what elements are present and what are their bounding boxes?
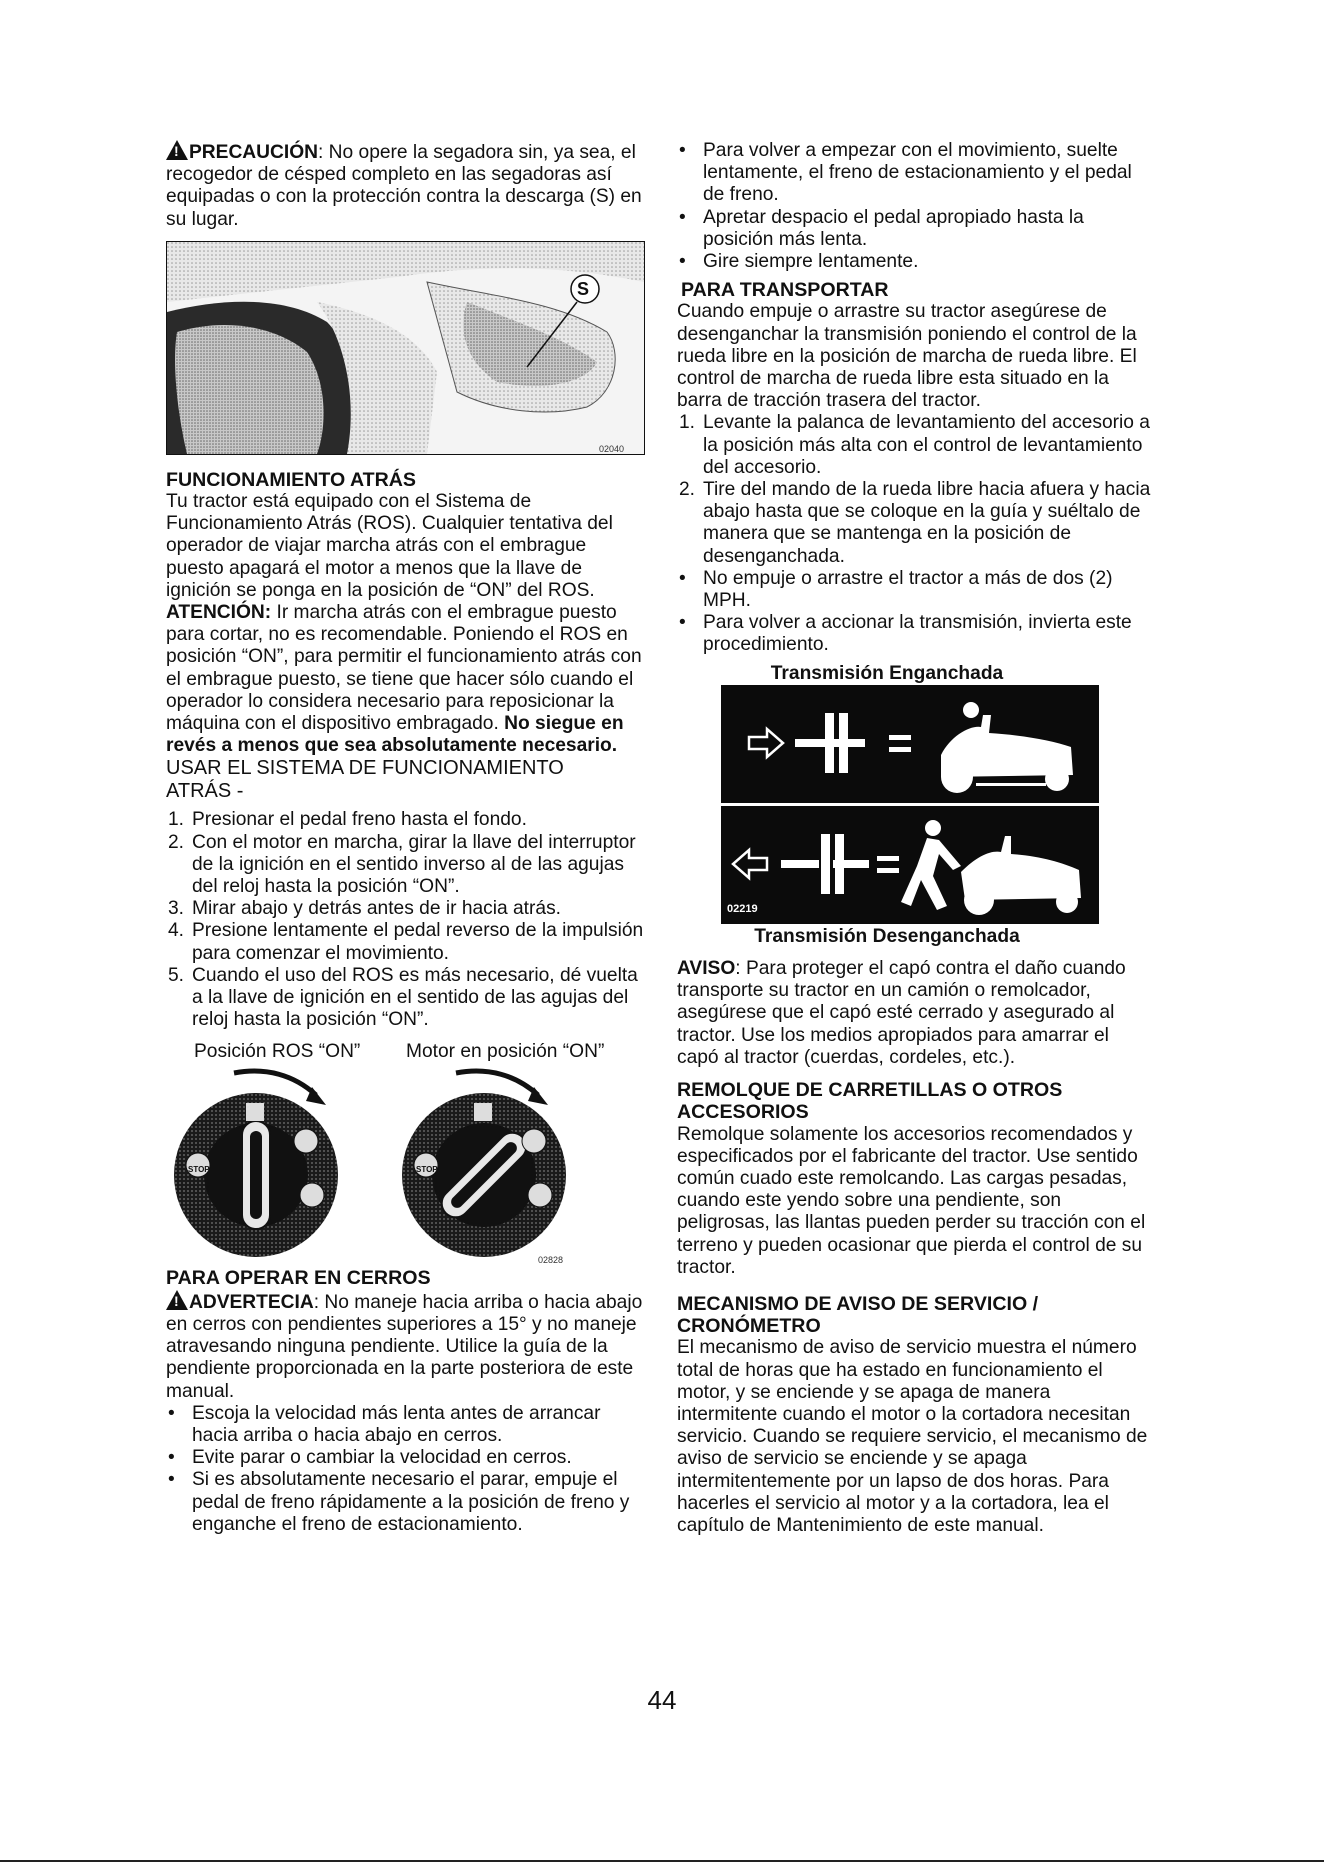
- usar-heading: USAR EL SISTEMA DE FUNCIONAMIENTO ATRÁS -: [166, 757, 564, 803]
- caution-text: : No opere la segadora sin, ya sea, el recogedor de césped completo en las segadoras así equipadas o con la protección contra la descarga (S) en su lugar.: [166, 142, 642, 230]
- list-item: 5. Cuando el uso del ROS es más necesario, dé vuelta a la llave de ignición en el sentido de las agujas del reloj hasta la posición “ON”.: [168, 964, 638, 1031]
- list-item: • Si es absolutamente necesario el parar, empuje el pedal de freno rápidamente a la posición de freno y enganche el freno de estacionamiento.: [168, 1469, 630, 1535]
- stop-label-right: STOP: [416, 1165, 438, 1175]
- tow-heading: REMOLQUE DE CARRETILLAS O OTROS ACCESORIOS: [677, 1079, 1063, 1124]
- bottom-rule: [0, 1860, 1324, 1862]
- figure1-code: 02040: [599, 443, 625, 454]
- key-switch-illustration: [166, 1065, 646, 1265]
- discharge-guard-figure: [166, 241, 645, 455]
- aviso-label: AVISO: [677, 958, 736, 980]
- list-item: 2. Con el motor en marcha, girar la llave del interruptor de la ignición en el sentido inverso al de las agujas del reloj hasta la posición “ON”.: [168, 831, 636, 898]
- stop-label-left: STOP: [188, 1165, 210, 1175]
- engaged-illustration: [721, 685, 1099, 803]
- key-label-motor: Motor en posición “ON”: [406, 1041, 605, 1063]
- warning-triangle-icon: !: [166, 1290, 188, 1310]
- list-item: • No empuje o arrastre el tractor a más de dos (2) MPH.: [679, 567, 1113, 612]
- trans-code: 02219: [727, 902, 758, 915]
- atencion-label: ATENCIÓN:: [166, 602, 272, 624]
- key-label-ros: Posición ROS “ON”: [194, 1041, 361, 1063]
- advertencia-label: ADVERTECIA: [189, 1291, 314, 1313]
- aviso-text: : Para proteger el capó contra el daño cuando transporte su tractor en un camión o remolcador, asegúrese que el capó esté cerrado y asegurado al tractor. Use los medios apropiados para amarrar el capó al tractor (cuerdas, cordeles, etc.).: [677, 958, 1126, 1068]
- ros-steps-list: [166, 809, 646, 1031]
- list-item: • Para volver a empezar con el movimiento, suelte lentamente, el freno de estacionamiento y el pedal de freno.: [679, 140, 1132, 206]
- trans-disengaged-panel: [721, 806, 1099, 924]
- trans-engaged-label: Transmisión Enganchada: [770, 662, 1004, 684]
- list-item: 1. Levante la palanca de levantamiento del accesorio a la posición más alta con el control de levantamiento del accesorio.: [679, 412, 1150, 478]
- service-heading: MECANISMO DE AVISO DE SERVICIO / CRONÓMETRO: [677, 1292, 1039, 1338]
- trans-disengaged-label: Transmisión Desenganchada: [754, 925, 1020, 947]
- warning-triangle-icon: !: [166, 140, 188, 160]
- list-item: • Gire siempre lentamente.: [679, 251, 919, 273]
- list-item: • Para volver a accionar la transmisión, invierta este procedimiento.: [679, 612, 1132, 656]
- atencion-paragraph: [166, 602, 646, 757]
- page-number: 44: [647, 1685, 677, 1715]
- right-column: [677, 140, 1155, 1537]
- hills-heading: PARA OPERAR EN CERROS: [166, 1267, 431, 1290]
- ros-heading: FUNCIONAMIENTO ATRÁS: [166, 468, 416, 491]
- discharge-guard-illustration: [167, 242, 644, 454]
- ros-text: Tu tractor está equipado con el Sistema de Funcionamiento Atrás (ROS). Cualquier tentativa del operador de viajar marcha atrás con el embrague puesto apagará el motor a menos que la llave de ignición se ponga en la posición de “ON” del ROS.: [166, 491, 613, 601]
- list-item: • Evite parar o cambiar la velocidad en cerros.: [168, 1447, 572, 1469]
- key-fig-code: 02828: [538, 1255, 564, 1266]
- aviso-paragraph: [677, 958, 1155, 1069]
- key-switch-figure: [166, 1041, 646, 1266]
- list-item: • Apretar despacio el pedal apropiado hasta la posición más lenta.: [679, 206, 1084, 250]
- trans-engaged-panel: [721, 685, 1099, 803]
- service-text: El mecanismo de aviso de servicio muestra el número total de horas que ha estado en funcionamiento el motor, y se enciende y se apaga de manera intermitente cuando el motor o la cortadora necesitan servicio. Cuando se requiere servicio, el mecanismo de aviso de servicio se enciende y se apaga intermitentemente por un lapso de dos horas. Para hacerles el servicio al motor y a la cortadora, lea el capítulo de Mantenimiento de este manual.: [677, 1337, 1148, 1536]
- top-bullets-list: [677, 140, 1155, 273]
- transport-text: Cuando empuje o arrastre su tractor asegúrese de desenganchar la transmisión poniendo el control de la rueda libre en la posición de marcha de rueda libre. El control de marcha de rueda libre esta situado en la barra de tracción trasera del tractor.: [677, 301, 1137, 412]
- hill-bullets-list: [166, 1403, 646, 1536]
- list-item: 2. Tire del mando de la rueda libre hacia afuera y hacia abajo hasta que se coloque en la guía y suéltalo de manera que se mantenga en la posición de desenganchada.: [679, 479, 1151, 567]
- list-item: 3. Mirar abajo y detrás antes de ir hacia atrás.: [168, 898, 562, 920]
- atencion-bold: No siegue en revés a menos que sea absolutamente necesario.: [166, 713, 624, 757]
- transport-bullets-list: [677, 568, 1155, 657]
- atencion-text: Ir marcha atrás con el embrague puesto para cortar, no es recomendable. Poniendo el ROS en posición “ON”, para permitir el funcionamiento atrás con el embrague puesto, se tiene que hacer sólo cuando el operador lo considera necesario para reposicionar la máquina con el dispositivo embragado.: [166, 602, 642, 735]
- list-item: • Escoja la velocidad más lenta antes de arrancar hacia arriba o hacia abajo en cerros.: [168, 1402, 601, 1446]
- advertencia-text: : No maneje hacia arriba o hacia abajo en cerros con pendientes superiores a 15° y no maneje atravesando ninguna pendiente. Utilice la guía de la pendiente proporcionada en la parte posteriora de este manual.: [166, 1291, 643, 1402]
- disengaged-illustration: [721, 806, 1099, 924]
- list-item: 4. Presione lentamente el pedal reverso de la impulsión para comenzar el movimiento.: [168, 920, 644, 964]
- transport-heading: PARA TRANSPORTAR: [681, 279, 889, 302]
- figure-s-label: S: [577, 278, 590, 299]
- transmission-figure: [721, 685, 1099, 924]
- transport-steps-list: [677, 412, 1155, 567]
- left-column: [166, 140, 646, 1536]
- caution-label: PRECAUCIÓN: [189, 142, 318, 163]
- advertencia-paragraph: [166, 1290, 646, 1403]
- tow-text: Remolque solamente los accesorios recomendados y especificados por el fabricante del tractor. Use sentido común cuado este remolcando. Las cargas pesadas, cuando este yendo sobre una pendiente, son peligrosas, las llantas pueden perder su tracción con el terreno y pueden ocasionar que pierda el control de su tractor.: [677, 1123, 1146, 1278]
- caution-paragraph: [166, 140, 646, 231]
- list-item: 1. Presionar el pedal freno hasta el fondo.: [168, 809, 527, 831]
